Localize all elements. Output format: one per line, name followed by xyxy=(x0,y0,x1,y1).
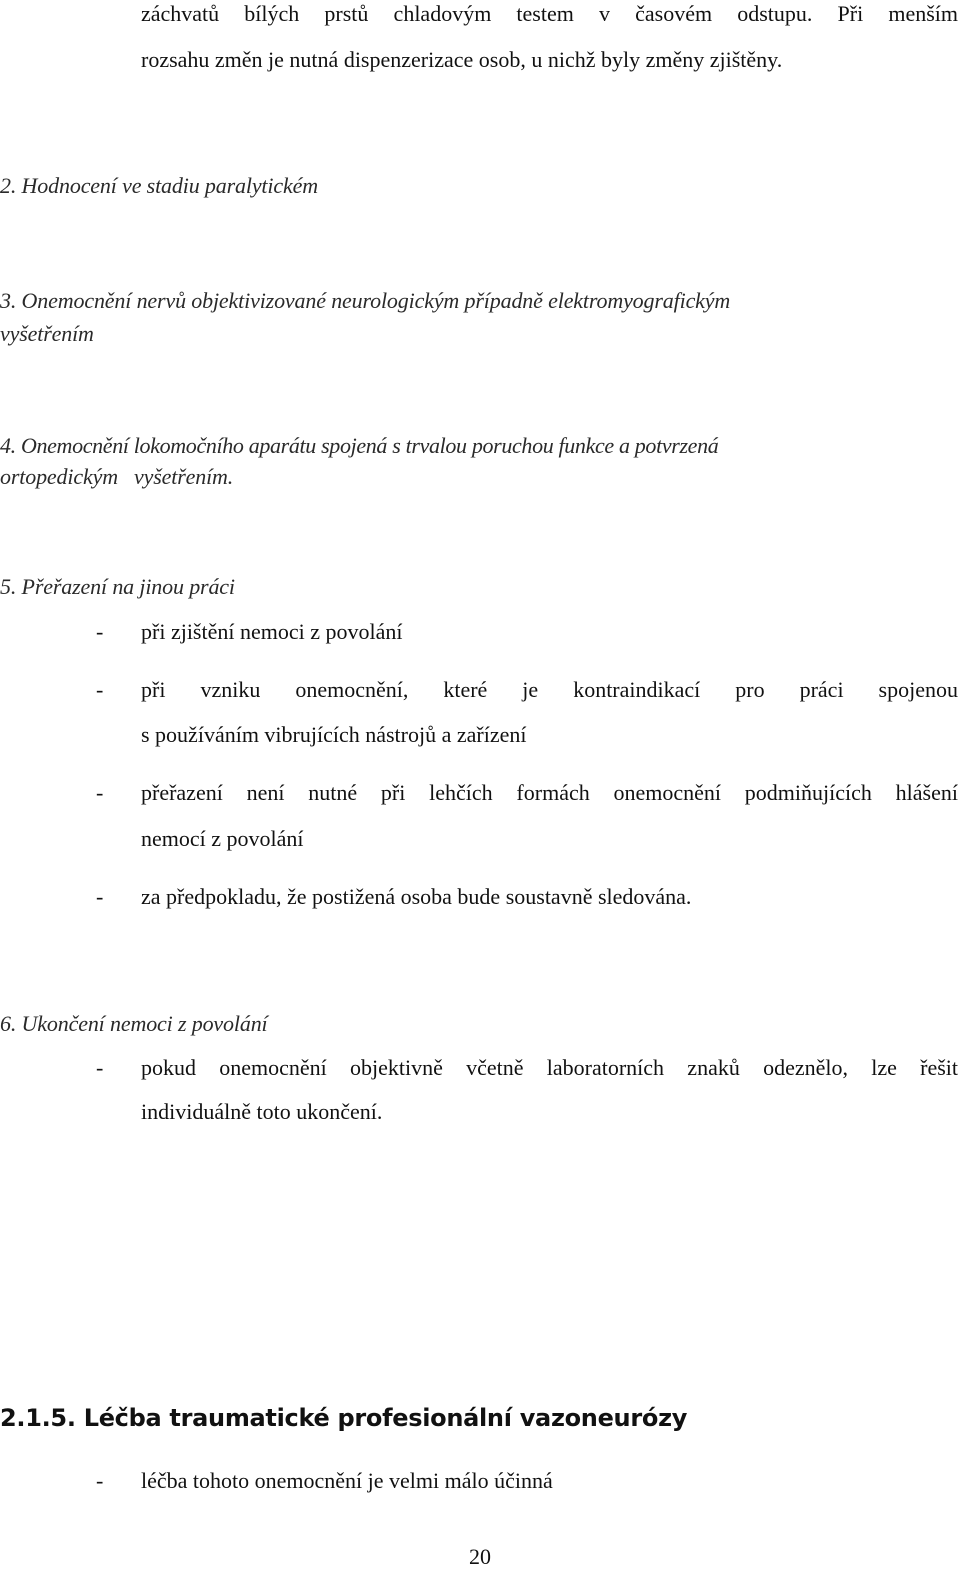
item-2-title: 2. Hodnocení ve stadiu paralytickém xyxy=(0,173,318,198)
bullet-dash: - xyxy=(96,884,104,909)
item-3-title-line-1: 3. Onemocnění nervů objektivizované neurologickým případně elektromyografickým xyxy=(0,288,731,313)
bullet-text: léčba tohoto onemocnění je velmi málo účinná xyxy=(141,1468,553,1493)
item-3-title-line-2: vyšetřením xyxy=(0,321,94,346)
item-4-title-line-1: 4. Onemocnění lokomočního aparátu spojená s trvalou poruchou funkce a potvrzená xyxy=(0,433,719,458)
bullet-dash: - xyxy=(96,619,104,644)
bullet-text-cont: s používáním vibrujících nástrojů a zařízení xyxy=(141,722,527,747)
bullet-text: při zjištění nemoci z povolání xyxy=(141,619,403,644)
bullet-text: při vzniku onemocnění, které je kontraindikací pro práci spojenou xyxy=(141,677,958,702)
bullet-text: pokud onemocnění objektivně včetně laboratorních znaků odeznělo, lze řešit xyxy=(141,1055,958,1080)
bullet-text: přeřazení není nutné při lehčích formách onemocnění podmiňujících hlášení xyxy=(141,780,958,805)
page-number: 20 xyxy=(469,1544,491,1569)
bullet-dash: - xyxy=(96,780,104,805)
intro-text-2: rozsahu změn je nutná dispenzerizace osob, u nichž byly změny zjištěny. xyxy=(141,47,783,72)
intro-text-1: záchvatů bílých prstů chladovým testem v časovém odstupu. Při menším xyxy=(141,1,958,26)
bullet-text-cont: nemocí z povolání xyxy=(141,826,304,851)
bullet-dash: - xyxy=(96,1468,104,1493)
bullet-text-cont: individuálně toto ukončení. xyxy=(141,1099,383,1124)
section-heading: 2.1.5. Léčba traumatické profesionální vazoneurózy xyxy=(0,1404,688,1432)
item-4-title-line-2: ortopedickým vyšetřením. xyxy=(0,464,234,489)
bullet-dash: - xyxy=(96,677,104,702)
bullet-text: za předpokladu, že postižená osoba bude soustavně sledována. xyxy=(141,884,692,909)
item-5-title: 5. Přeřazení na jinou práci xyxy=(0,574,235,599)
item-6-title: 6. Ukončení nemoci z povolání xyxy=(0,1011,268,1036)
bullet-dash: - xyxy=(96,1055,104,1080)
